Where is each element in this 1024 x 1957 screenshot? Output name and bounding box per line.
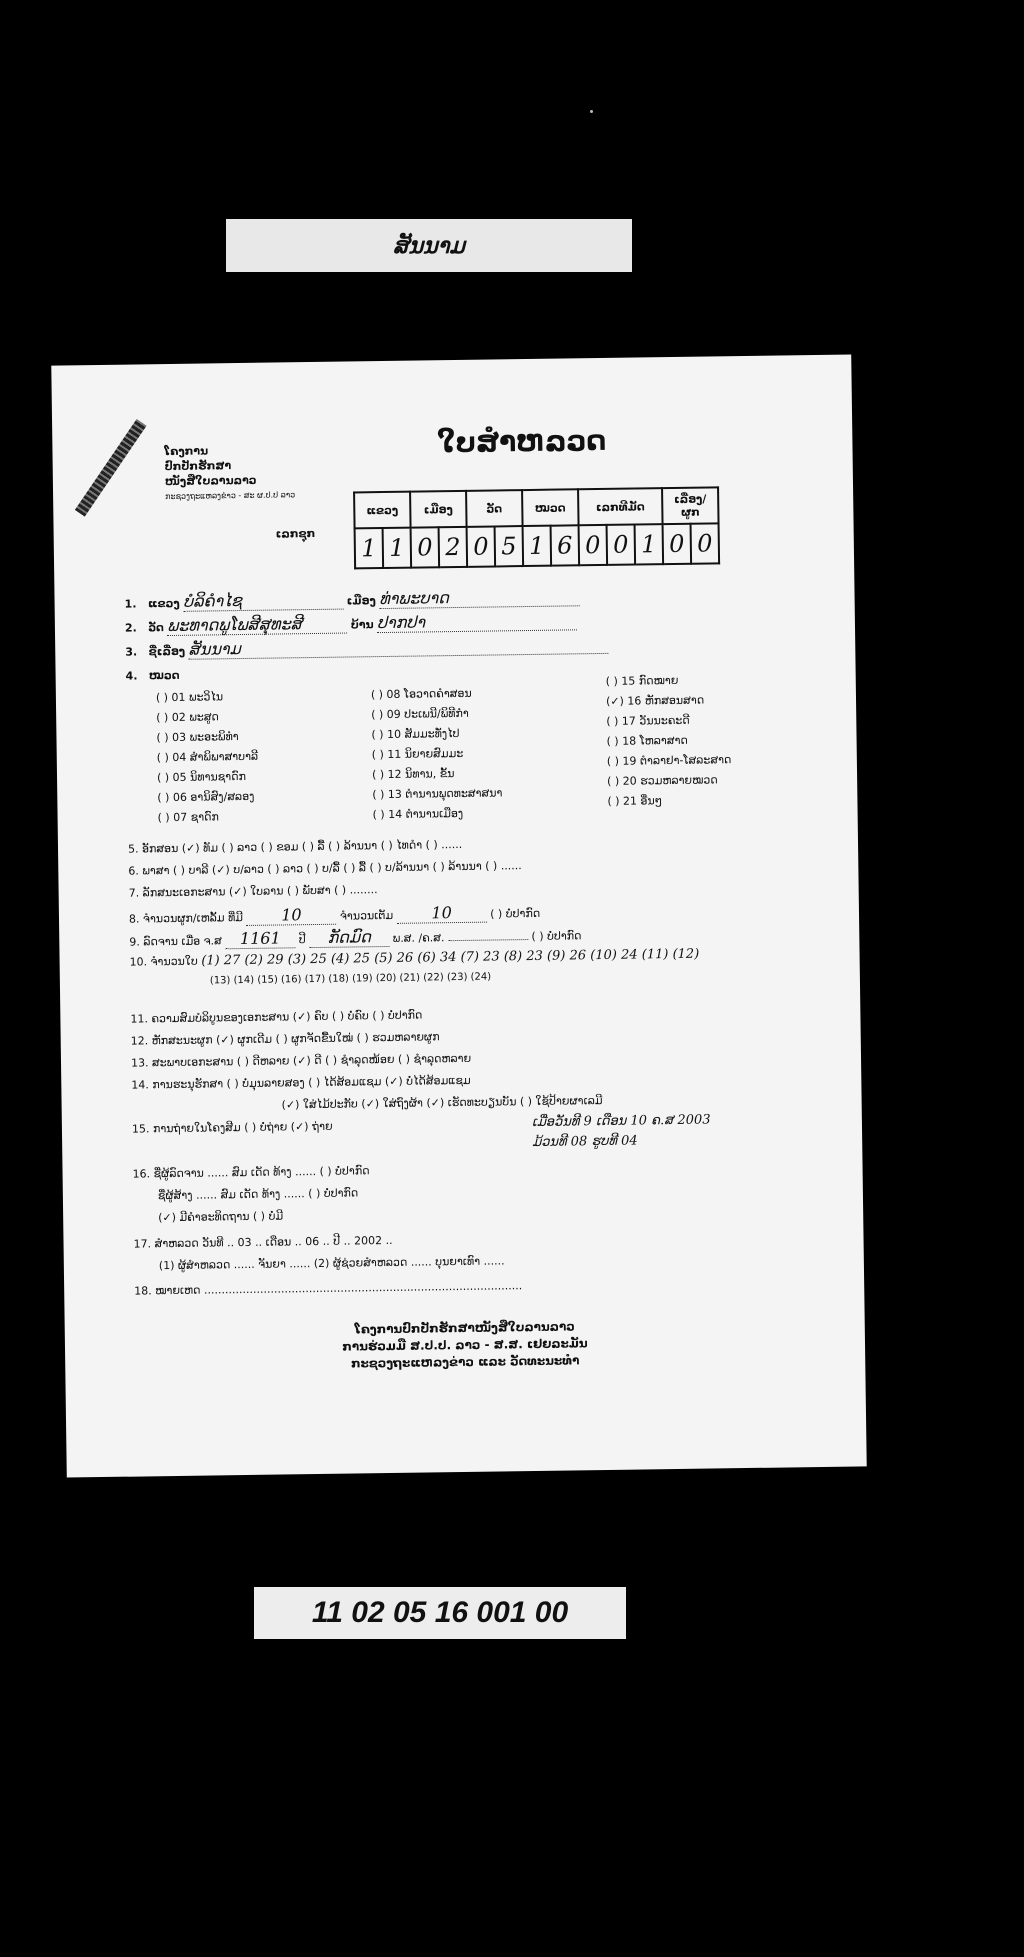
category-02: ( ) 02 ພະສູດ (156, 710, 219, 725)
category-18: ( ) 18 ໂຫລາສາດ (606, 733, 688, 748)
line-fascicle-count: 8. ຈຳນວນຜູກ/ເຫລັ້ມ ທີ່ມີ 10 ຈຳນວນເຕັມ 10 ( ) ບໍ່ປາກົດ (128, 903, 541, 926)
code-digit: 0 (579, 525, 608, 565)
code-digit: 5 (495, 526, 524, 566)
code-digit: 0 (691, 523, 720, 563)
footer-line-2: ການຮ່ວມມື ສ.ປ.ປ. ລາວ - ສ.ສ. ເຢຍລະມັນ (342, 1336, 588, 1354)
logo-subline: ກະຊວງຖະແຫລງຂ່າວ - ສະ ຜ.ປ.ປ ລາວ (165, 490, 296, 502)
line-script: 5. ອັກສອນ (✓) ທັມ ( ) ລາວ ( ) ຂອມ ( ) ລື້ ( ) ລ້ານນາ ( ) ໄທດໍາ ( ) ...... (127, 837, 463, 856)
category-15: ( ) 15 ກົດໝາຍ (605, 673, 679, 688)
code-header-temple: ວັດ (466, 490, 522, 527)
line-microfilm: ມ້ວນທີ 08 ຮູບທີ 04 (532, 1133, 638, 1150)
category-13: ( ) 13 ຕໍານານພຸດທະສາສນາ (372, 786, 503, 802)
category-14: ( ) 14 ຕໍານານເມືອງ (372, 806, 464, 822)
line-language: 6. ພາສາ ( ) ບາລີ (✓) ບ/ລາວ ( ) ລາວ ( ) ບ/ລື້ ( ) ລື້ ( ) ບ/ລ້ານນາ ( ) ລ້ານນາ ( ) ...... (128, 859, 522, 878)
form-footer (65, 1314, 866, 1376)
header-label: ສັນນາມ (393, 232, 465, 259)
category-16: (✓) 16 ຫັກສອນສາດ (605, 693, 705, 708)
field-row-2: 2. ວັດ ພະທາດພູໂພສີສຸທະສີ ບ້ານ ປາກປາ (125, 610, 577, 636)
code-label: ເລກຊຸກ (275, 526, 316, 541)
category-20: ( ) 20 ຮວມຫລາຍໝວດ (607, 773, 718, 788)
form-title: ໃບສຳຫລວດ (437, 423, 607, 460)
line-preservation-date: ເມື່ອວັນທີ 9 ເດືອນ 10 ຄ.ສ 2003 (531, 1112, 711, 1131)
category-07: ( ) 07 ຊາດົກ (157, 810, 219, 825)
field-row-1: 1. ແຂວງ ບໍລິຄໍາໄຊ ເມືອງ ທ່າພະບາດ (124, 586, 579, 612)
code-header-province: ແຂວງ (354, 492, 410, 529)
category-19: ( ) 19 ຕຳລາຢາ-ໂສລະສາດ (606, 753, 732, 768)
footer-line-3: ກະຊວງຖະແຫລງຂ່າວ ແລະ ວັດທະນະທຳ (350, 1353, 580, 1371)
code-table (353, 486, 720, 569)
line-sponsor: ຊື່ຜູ້ສ້າງ ...... ສົມ ເດັດ ທ້າງ ...... ( ) ບໍ່ປາກົດ (157, 1186, 359, 1203)
category-11: ( ) 11 ນິຍາຍສົມມະ (371, 746, 464, 762)
manuscript-number-strip (254, 1587, 626, 1639)
manuscript-number: 11 02 05 16 001 00 (311, 1596, 569, 1629)
code-digit: 2 (439, 527, 468, 567)
category-06: ( ) 06 ອານິສົງ/ສລອງ (157, 789, 255, 805)
project-logo (164, 442, 295, 504)
code-digit: 0 (411, 527, 440, 567)
line-preservation-2: (✓) ໃສ່ໄມ້ປະກັບ (✓) ໃສ່ຖົງຜ້າ (✓) ເຮັດທະບຽນບັນ ( ) ໃຊ້ປ້າຍຜາເລມີ (281, 1094, 603, 1112)
footer-line-1: ໂຄງການປົກປັກຮັກສາໜັງສືໃບລານລາວ (354, 1319, 575, 1337)
category-05: ( ) 05 ນິທານຊາດົກ (156, 769, 247, 785)
line-completeness: 11. ຄວາມສົມບໍລິບູນຂອງເອກະສານ (✓) ຄົບ ( ) ບໍ່ຄົບ ( ) ບໍ່ປາກົດ (130, 1008, 423, 1026)
category-17: ( ) 17 ວັນນະຄະດີ (606, 713, 690, 728)
line-photographed: 15. ການຖ່າຍໃນໂຄງສີມ ( ) ບໍ່ຖ່າຍ (✓) ຖ່າຍ (131, 1119, 333, 1136)
code-digit: 1 (355, 528, 384, 568)
line-material: 7. ລັກສນະເອກະສານ (✓) ໃບລານ ( ) ພັບສາ ( ) ........ (128, 883, 378, 900)
line-survey-date: 17. ສຳຫລວດ ວັນທີ .. 03 .. ເດືອນ .. 06 .. ປີ .. 2002 .. (133, 1233, 393, 1251)
code-header-fascicle: ເລື່ອງ/ຜູກ (662, 487, 718, 524)
code-digit: 6 (551, 525, 580, 565)
code-digit: 1 (523, 526, 552, 566)
code-digit: 0 (467, 526, 496, 566)
category-08: ( ) 08 ໂອວາດຄໍາສອນ (370, 686, 472, 702)
category-04: ( ) 04 ສຳພິພາສາບາລີ (156, 749, 259, 765)
line-preservation: 14. ການຮະນຸຮັກສາ ( ) ບໍ່ມຸນລາຍສອງ ( ) ໄດ້ສ້ອມແຊມ (✓) ບໍ່ໄດ້ສ້ອມແຊມ (131, 1073, 471, 1092)
line-bundle-type: 12. ຫັກສະນະຜູກ (✓) ຜູກເດີມ ( ) ຜູກຈັດຂື້ນໃໝ່ ( ) ຮວມຫລາຍຜູກ (130, 1030, 440, 1048)
code-digit: 0 (663, 524, 692, 564)
line-remarks: 18. ໝາຍເຫດ ........................................................................................... (134, 1279, 523, 1298)
line-condition: 13. ສະພາບເອກະສານ ( ) ດີຫລາຍ (✓) ດີ ( ) ຊຳລຸດໜ້ອຍ ( ) ຊຳລຸດຫລາຍ (130, 1051, 472, 1070)
code-header-bundle: ເລກທີມັດ (578, 488, 662, 525)
code-digit: 1 (635, 524, 664, 564)
stamp-mark (75, 419, 147, 517)
category-03: ( ) 03 ພະອະພິທໍາ (156, 730, 239, 745)
code-header-category: ໝວດ (522, 489, 578, 526)
logo-line-3: ໜັງສືໃບລານລາວ (164, 473, 257, 489)
line-scribe: 16. ຊື່ຜູ້ລົດຈານ ...... ສົມ ເດັດ ທ້າງ ...... ( ) ບໍ່ປາກົດ (132, 1164, 370, 1181)
logo-line-2: ປົກປັກຮັກສາ (164, 459, 232, 474)
code-header-district: ເມືອງ (410, 491, 466, 528)
code-digit: 0 (607, 525, 636, 565)
category-01: ( ) 01 ພະວິໄນ (155, 690, 224, 705)
category-09: ( ) 09 ປະເພນີ/ພິທີກໍາ (371, 706, 469, 722)
category-10: ( ) 10 ສັມມະທັ່ງໄປ (371, 726, 460, 742)
speck (590, 110, 593, 113)
line-inscription-date: 9. ລົດຈານ ເມື່ອ ຈ.ສ 1161 ປີ ກັດມົດ ພ.ສ. /ຄ.ສ. ( ) ບໍ່ປາກົດ (129, 927, 582, 949)
header-label-strip (226, 219, 632, 272)
category-12: ( ) 12 ນິທານ, ຂັ້ນ (371, 767, 455, 782)
line-leaf-count-2: (13) (14) (15) (16) (17) (18) (19) (20) (21) (22) (23) (24) (209, 971, 492, 987)
line-leaf-count: 10. ຈຳນວນໃບ (1) 27 (2) 29 (3) 25 (4) 25 (5) 26 (6) 34 (7) 23 (8) 23 (9) 26 (10) 24 (11) (12) (129, 946, 700, 969)
survey-form-sheet (51, 354, 866, 1477)
code-digit: 1 (383, 528, 412, 568)
line-dedication: (✓) ມີຄໍາອະທິດຖານ ( ) ບໍ່ມີ (158, 1209, 284, 1225)
category-21: ( ) 21 ອື່ນໆ (607, 794, 663, 808)
logo-line-1: ໂຄງການ (164, 444, 209, 459)
field-row-4: 4. ໝວດ (125, 668, 180, 683)
field-row-3: 3. ຊື່ເລື່ອງ ສັນນາມ (125, 634, 609, 661)
line-surveyors: (1) ຜູ້ສຳຫລວດ ...... ຈັນຍາ ...... (2) ຜູ້ຊ່ວຍສຳຫລວດ ...... ບຸນຍາເທົາ ...... (158, 1254, 505, 1273)
